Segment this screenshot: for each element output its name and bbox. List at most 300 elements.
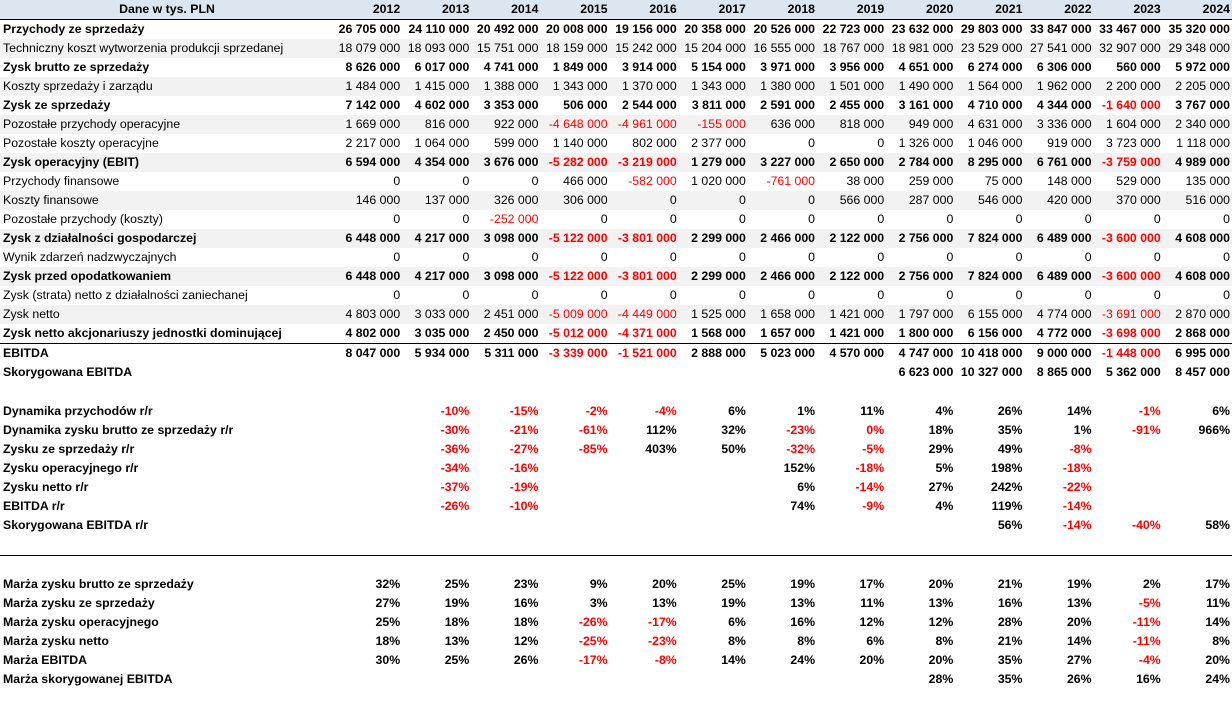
value-cell: 25%	[721, 577, 746, 591]
value-cell: 4 772 000	[1036, 326, 1092, 340]
value-cell: 3%	[589, 596, 608, 610]
value-cell: 6 306 000	[1036, 60, 1092, 74]
value-cell: 0	[600, 250, 608, 264]
year-header: 2023	[1094, 0, 1163, 20]
value-cell: 8%	[1212, 634, 1230, 648]
value-cell: 403%	[645, 442, 677, 456]
empty-cell	[402, 535, 471, 555]
table-row	[0, 478, 1232, 497]
value-cell: 17%	[859, 577, 885, 591]
value-cell: 19%	[1066, 577, 1092, 591]
value-cell: 8%	[728, 634, 746, 648]
value-cell: 0	[600, 212, 608, 226]
empty-cell	[1163, 382, 1232, 402]
empty-cell	[333, 555, 402, 575]
value-cell	[333, 478, 402, 497]
table-row	[0, 651, 1232, 670]
value-cell: 0	[1223, 212, 1230, 226]
value-cell: -16%	[509, 461, 539, 475]
value-cell: 20 008 000	[546, 22, 608, 36]
value-cell: 0	[393, 212, 401, 226]
value-cell: 6 489 000	[1024, 267, 1093, 286]
value-cell: 20%	[928, 577, 954, 591]
value-cell: 14%	[1066, 634, 1092, 648]
value-cell: 22 723 000	[822, 22, 885, 36]
value-cell: 7 824 000	[955, 267, 1024, 286]
value-cell: -761 000	[766, 174, 816, 188]
value-cell: 12%	[928, 615, 954, 629]
value-cell: -3 339 000	[540, 344, 609, 364]
value-cell: -1%	[1138, 404, 1161, 418]
value-cell: 4 747 000	[886, 344, 955, 364]
value-cell: 14%	[721, 653, 746, 667]
value-cell: 0	[531, 250, 539, 264]
value-cell: -5 282 000	[540, 153, 609, 172]
value-cell	[817, 363, 886, 382]
value-cell: 0	[1084, 212, 1092, 226]
value-cell: 3 033 000	[402, 305, 471, 324]
value-cell: 1 064 000	[414, 136, 470, 150]
value-cell: 18 981 000	[886, 39, 955, 58]
value-cell: 0	[1015, 212, 1023, 226]
value-cell: 0	[1015, 250, 1023, 264]
value-cell: 1 525 000	[679, 305, 748, 324]
empty-cell	[402, 382, 471, 402]
value-cell: 0	[1084, 250, 1092, 264]
value-cell: 802 000	[632, 136, 677, 150]
value-cell: 0	[393, 174, 401, 188]
value-cell: 1 326 000	[898, 136, 954, 150]
value-cell: 10 327 000	[960, 365, 1023, 379]
table-row	[0, 96, 1232, 115]
value-cell	[471, 670, 540, 689]
empty-cell	[817, 555, 886, 575]
value-cell: 8 295 000	[955, 153, 1024, 172]
value-cell	[679, 516, 748, 535]
value-cell: 1 046 000	[967, 136, 1023, 150]
empty-cell	[540, 535, 609, 555]
empty-cell	[1024, 535, 1093, 555]
value-cell: 6 761 000	[1024, 153, 1093, 172]
empty-cell	[0, 535, 333, 555]
value-cell: 2 870 000	[1163, 305, 1232, 324]
value-cell	[679, 459, 748, 478]
value-cell: 0	[808, 288, 816, 302]
row-label: Zysk z działalności gospodarczej	[0, 229, 333, 248]
value-cell: 0	[1084, 288, 1092, 302]
value-cell: 13%	[652, 596, 677, 610]
value-cell: 5 023 000	[748, 344, 817, 364]
value-cell: 3 971 000	[760, 60, 816, 74]
value-cell: -3 801 000	[610, 229, 679, 248]
value-cell: 0	[877, 212, 885, 226]
value-cell: 1 421 000	[829, 326, 885, 340]
value-cell: 28%	[928, 672, 954, 686]
row-label: Dynamika zysku brutto ze sprzedaży r/r	[3, 423, 234, 437]
value-cell: -36%	[440, 442, 470, 456]
value-cell: 35 320 000	[1168, 22, 1230, 36]
value-cell: 33 847 000	[1030, 22, 1092, 36]
empty-cell	[333, 535, 402, 555]
header-label: Dane w tys. PLN	[0, 0, 333, 20]
value-cell: 2 756 000	[886, 267, 955, 286]
value-cell	[1163, 440, 1232, 459]
value-cell: 16%	[513, 596, 539, 610]
value-cell: 6 155 000	[955, 305, 1024, 324]
value-cell	[333, 440, 402, 459]
value-cell: -21%	[509, 423, 539, 437]
value-cell	[1163, 478, 1232, 497]
value-cell: -8%	[654, 653, 677, 667]
value-cell: 2 544 000	[622, 98, 677, 112]
value-cell: 38 000	[846, 174, 885, 188]
value-cell: 3 723 000	[1106, 136, 1161, 150]
value-cell	[540, 670, 609, 689]
empty-cell	[1094, 382, 1163, 402]
value-cell	[471, 516, 540, 535]
empty-cell	[886, 382, 955, 402]
value-cell: 919 000	[1047, 136, 1092, 150]
value-cell: 1%	[797, 404, 816, 418]
value-cell: 0	[877, 136, 885, 150]
value-cell: 11%	[860, 404, 885, 418]
value-cell: 4 570 000	[817, 344, 886, 364]
value-cell	[471, 363, 540, 382]
value-cell: 6%	[1212, 404, 1230, 418]
value-cell: 25%	[375, 615, 401, 629]
value-cell: 20%	[1205, 653, 1230, 667]
value-cell: 0	[808, 250, 816, 264]
value-cell: 11%	[860, 596, 885, 610]
value-cell: -4%	[654, 404, 677, 418]
value-cell: 27%	[375, 596, 401, 610]
value-cell: -5 122 000	[540, 229, 609, 248]
value-cell: 13%	[1066, 596, 1092, 610]
value-cell: 0	[531, 174, 539, 188]
value-cell: 0	[877, 250, 885, 264]
value-cell: -5%	[862, 442, 885, 456]
row-label: Marża zysku ze sprzedaży	[3, 596, 155, 610]
value-cell: -26%	[578, 615, 608, 629]
value-cell	[1094, 440, 1163, 459]
empty-cell	[748, 535, 817, 555]
value-cell: -17%	[578, 653, 608, 667]
value-cell: -4 648 000	[540, 115, 609, 134]
value-cell: 6 017 000	[414, 60, 470, 74]
value-cell: 0	[462, 288, 470, 302]
value-cell	[333, 670, 402, 689]
row-label: Skorygowana EBITDA r/r	[3, 518, 149, 532]
table-row	[0, 613, 1232, 632]
empty-cell	[886, 555, 955, 575]
value-cell: 0	[946, 250, 954, 264]
value-cell	[610, 516, 679, 535]
empty-cell	[0, 382, 333, 402]
value-cell: -1 640 000	[1101, 98, 1161, 112]
row-label: Techniczny koszt wytworzenia produkcji sprzedanej	[0, 39, 333, 58]
value-cell: -4%	[1138, 653, 1161, 667]
value-cell: 25%	[444, 577, 470, 591]
value-cell: -27%	[509, 442, 539, 456]
value-cell	[402, 670, 471, 689]
value-cell: -32%	[786, 442, 816, 456]
value-cell: 0	[679, 191, 748, 210]
value-cell: -22%	[1062, 480, 1092, 494]
value-cell: 0	[1223, 250, 1230, 264]
value-cell: 0	[600, 288, 608, 302]
value-cell	[540, 363, 609, 382]
value-cell: 4 354 000	[402, 153, 471, 172]
spacer-row	[0, 382, 1232, 402]
value-cell: 18%	[444, 615, 470, 629]
value-cell: 16 555 000	[748, 39, 817, 58]
value-cell: 2 466 000	[748, 267, 817, 286]
value-cell: 18 079 000	[333, 39, 402, 58]
value-cell: 3 811 000	[691, 98, 746, 112]
value-cell: 0	[462, 212, 470, 226]
value-cell: 18 093 000	[402, 39, 471, 58]
value-cell: 516 000	[1163, 191, 1232, 210]
value-cell: 29 803 000	[960, 22, 1023, 36]
value-cell: 0	[1153, 288, 1161, 302]
value-cell: 2 756 000	[886, 229, 955, 248]
value-cell: 2 299 000	[679, 229, 748, 248]
empty-cell	[955, 382, 1024, 402]
table-row	[0, 440, 1232, 459]
value-cell: 4 989 000	[1163, 153, 1232, 172]
value-cell	[748, 516, 817, 535]
value-cell	[610, 478, 679, 497]
value-cell: 26%	[513, 653, 539, 667]
value-cell: 14%	[1066, 404, 1092, 418]
value-cell: 1 484 000	[333, 77, 402, 96]
value-cell: -155 000	[679, 115, 748, 134]
value-cell: 560 000	[1116, 60, 1161, 74]
value-cell: -11%	[1132, 634, 1161, 648]
value-cell: 966%	[1198, 423, 1230, 437]
value-cell	[886, 516, 955, 535]
value-cell: 420 000	[1024, 191, 1093, 210]
value-cell: 5 311 000	[471, 344, 540, 364]
value-cell: 24%	[790, 653, 816, 667]
value-cell: 2 591 000	[760, 98, 816, 112]
value-cell: 20 492 000	[476, 22, 539, 36]
value-cell: -3 600 000	[1094, 229, 1163, 248]
value-cell: 8 865 000	[1036, 365, 1092, 379]
value-cell	[610, 670, 679, 689]
value-cell: 4 608 000	[1163, 229, 1232, 248]
value-cell: 0	[610, 191, 679, 210]
value-cell: -4 371 000	[617, 326, 677, 340]
row-label: Zysk ze sprzedaży	[3, 98, 111, 112]
empty-cell	[1163, 535, 1232, 555]
table-row	[0, 516, 1232, 535]
value-cell: 1 343 000	[540, 77, 609, 96]
value-cell: 2 377 000	[691, 136, 746, 150]
value-cell: 949 000	[886, 115, 955, 134]
value-cell: 1 658 000	[748, 305, 817, 324]
value-cell	[540, 516, 609, 535]
table-row	[0, 191, 1232, 210]
table-row	[0, 344, 1232, 364]
value-cell	[610, 497, 679, 516]
value-cell: -3 759 000	[1094, 153, 1163, 172]
value-cell: 2 205 000	[1163, 77, 1232, 96]
value-cell: -23%	[648, 634, 677, 648]
value-cell: 306 000	[540, 191, 609, 210]
value-cell: -85%	[578, 442, 608, 456]
value-cell: 5%	[935, 461, 954, 475]
value-cell: 23 529 000	[955, 39, 1024, 58]
value-cell: 23 632 000	[891, 22, 954, 36]
value-cell: 2 455 000	[829, 98, 885, 112]
empty-cell	[540, 382, 609, 402]
table-row	[0, 134, 1232, 153]
value-cell: 2 200 000	[1094, 77, 1163, 96]
row-label: Marża zysku brutto ze sprzedaży	[3, 577, 194, 591]
value-cell: -14%	[855, 480, 885, 494]
value-cell: 27 541 000	[1024, 39, 1093, 58]
row-label: Zysk (strata) netto z działalności zaniechanej	[3, 288, 248, 302]
value-cell: 1 388 000	[471, 77, 540, 96]
value-cell: 29%	[928, 442, 954, 456]
value-cell: 5 362 000	[1106, 365, 1161, 379]
table-row	[0, 402, 1232, 421]
year-header: 2022	[1024, 0, 1093, 20]
table-row	[0, 229, 1232, 248]
value-cell: -9%	[862, 499, 885, 513]
value-cell: 9%	[589, 577, 608, 591]
row-label: Marża skorygowanej EBITDA	[3, 672, 173, 686]
value-cell: 4 217 000	[402, 229, 471, 248]
value-cell: 2 888 000	[679, 344, 748, 364]
value-cell: 2%	[1142, 577, 1161, 591]
value-cell	[1094, 478, 1163, 497]
value-cell: -3 801 000	[610, 267, 679, 286]
value-cell: 370 000	[1094, 191, 1163, 210]
value-cell: 0	[1153, 212, 1161, 226]
row-label: Pozostałe przychody operacyjne	[0, 115, 333, 134]
value-cell: 4%	[935, 404, 954, 418]
empty-cell	[471, 535, 540, 555]
value-cell: 0	[739, 212, 746, 226]
value-cell: -3 600 000	[1094, 267, 1163, 286]
value-cell	[679, 497, 748, 516]
empty-cell	[471, 382, 540, 402]
value-cell: 2 466 000	[748, 229, 817, 248]
value-cell: 0	[1015, 288, 1023, 302]
value-cell: -23%	[786, 423, 816, 437]
value-cell: 119%	[991, 499, 1023, 513]
value-cell: 14%	[1205, 615, 1230, 629]
table-row	[0, 286, 1232, 305]
value-cell: 4 608 000	[1163, 267, 1232, 286]
value-cell: 2 451 000	[471, 305, 540, 324]
value-cell: 137 000	[402, 191, 471, 210]
value-cell: 3 227 000	[748, 153, 817, 172]
value-cell: -3 698 000	[1101, 326, 1161, 340]
value-cell: 20 358 000	[684, 22, 746, 36]
value-cell: 1 490 000	[886, 77, 955, 96]
value-cell: 2 217 000	[345, 136, 401, 150]
value-cell: 27%	[1066, 653, 1092, 667]
value-cell	[748, 363, 817, 382]
value-cell: 19%	[444, 596, 470, 610]
value-cell	[679, 363, 748, 382]
value-cell: 21%	[997, 634, 1023, 648]
value-cell	[817, 670, 886, 689]
value-cell: 4 710 000	[967, 98, 1023, 112]
value-cell: 3 914 000	[622, 60, 677, 74]
table-row	[0, 210, 1232, 229]
value-cell: 6 995 000	[1163, 344, 1232, 364]
row-label: Zysk brutto ze sprzedaży	[3, 60, 150, 74]
empty-cell	[1163, 555, 1232, 575]
table-row	[0, 632, 1232, 651]
value-cell: 146 000	[333, 191, 402, 210]
value-cell: 4 774 000	[1024, 305, 1093, 324]
value-cell: 3 767 000	[1175, 98, 1230, 112]
empty-cell	[610, 382, 679, 402]
value-cell: 1 415 000	[402, 77, 471, 96]
value-cell: -3 691 000	[1094, 305, 1163, 324]
row-label: Przychody ze sprzedaży	[3, 22, 145, 36]
value-cell: 35%	[997, 423, 1023, 437]
year-header: 2015	[540, 0, 609, 20]
value-cell: 3 035 000	[414, 326, 470, 340]
value-cell: 18%	[928, 423, 954, 437]
empty-cell	[1024, 555, 1093, 575]
value-cell: 33 467 000	[1099, 22, 1161, 36]
row-label: Zysku ze sprzedaży r/r	[3, 442, 135, 456]
value-cell: 1 380 000	[748, 77, 817, 96]
value-cell: 599 000	[494, 136, 539, 150]
value-cell: -61%	[578, 423, 608, 437]
value-cell: 75 000	[984, 174, 1023, 188]
value-cell: 32%	[375, 577, 401, 591]
value-cell: 0	[1223, 288, 1230, 302]
value-cell: 13%	[928, 596, 954, 610]
value-cell: 152%	[783, 461, 816, 475]
table-row	[0, 267, 1232, 286]
spacer-row	[0, 535, 1232, 555]
value-cell: 8%	[935, 634, 954, 648]
value-cell: 1 140 000	[552, 136, 608, 150]
year-header: 2013	[402, 0, 471, 20]
value-cell: 74%	[790, 499, 816, 513]
value-cell: 1%	[1073, 423, 1092, 437]
value-cell: -25%	[578, 634, 608, 648]
value-cell: 1 343 000	[679, 77, 748, 96]
row-label: Marża zysku operacyjnego	[3, 615, 159, 629]
value-cell: -26%	[440, 499, 470, 513]
value-cell: 4 802 000	[345, 326, 401, 340]
empty-cell	[886, 535, 955, 555]
table-body	[0, 20, 1232, 690]
value-cell: -5 012 000	[548, 326, 608, 340]
value-cell: 0	[946, 288, 954, 302]
value-cell: 20 526 000	[753, 22, 816, 36]
value-cell: -582 000	[628, 174, 677, 188]
table-row	[0, 305, 1232, 324]
value-cell: -40%	[1132, 518, 1161, 532]
value-cell: 0	[877, 288, 885, 302]
value-cell: 0	[669, 212, 677, 226]
empty-cell	[1094, 555, 1163, 575]
value-cell: 3 956 000	[829, 60, 885, 74]
value-cell: 4 602 000	[414, 98, 470, 112]
value-cell: 3 676 000	[471, 153, 540, 172]
